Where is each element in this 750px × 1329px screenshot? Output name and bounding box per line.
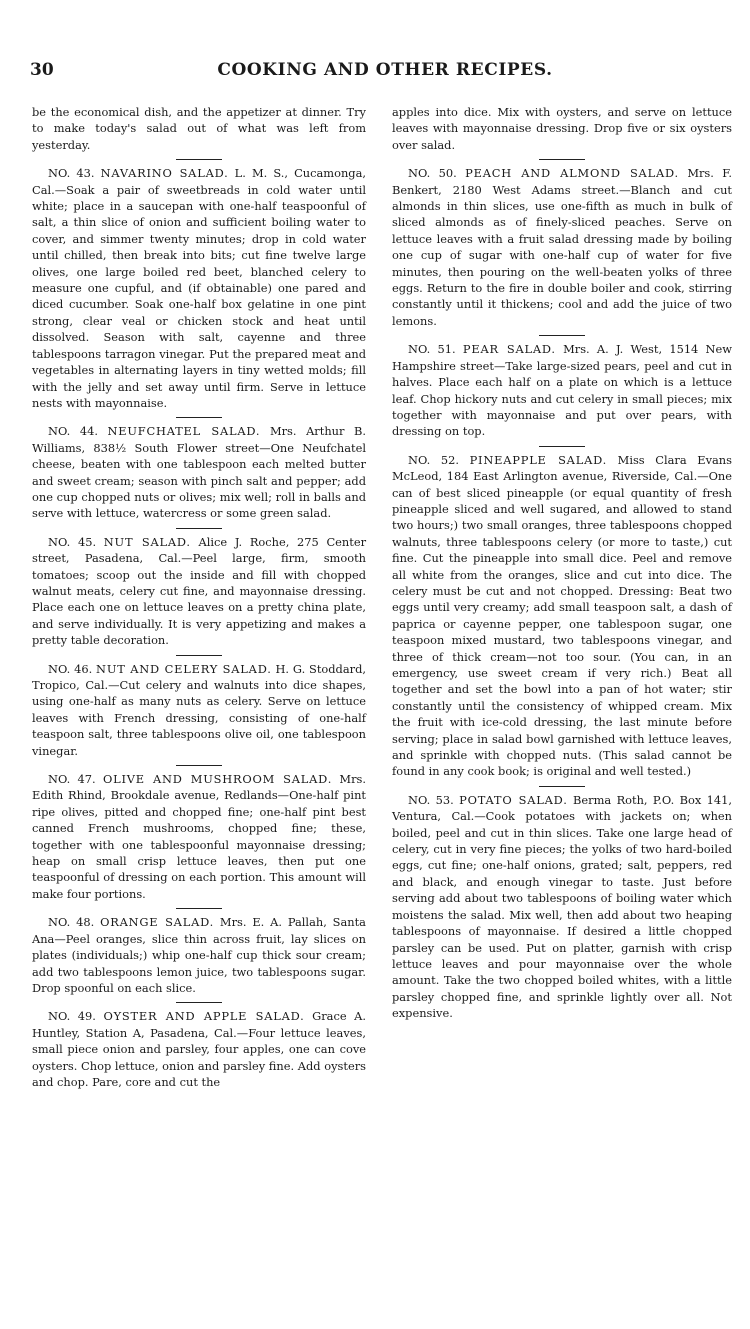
continued-text [32,104,366,153]
recipe-46 [32,661,366,759]
recipe-50 [392,165,732,329]
recipe-53 [392,792,732,1022]
running-title: COOKING AND OTHER RECIPES. [217,60,553,80]
recipe-text: Mrs. E. A. Pallah, Santa Ana—Peel oranges, slice thin across fruit, lay slices on plates (individuals;) whip one-half cup thick sour cream; add two tablespoons lemon juice, two tablespoons sugar. Drop spoonful on each slice. [32,915,366,995]
recipe-title: OYSTER AND APPLE SALAD. [103,1009,305,1024]
recipe-text: Grace A. Huntley, Station A, Pasadena, Cal.—Four lettuce leaves, small piece onion and parsley, four apples, one can cove oysters. Chop lettuce, onion and parsley fine. Add oysters and chop. Pare, core and cut the [32,1009,366,1089]
page-header [30,60,740,86]
section-divider [539,446,585,447]
recipe-52 [392,452,732,780]
recipe-text: H. G. Stoddard, Tropico, Cal.—Cut celery and walnuts into dice shapes, using one-half as many nuts as celery. Serve on lettuce leaves with French dressing, consisting of one-half teaspoon salt, three tablespoons olive oil, one tablespoon vinegar. [32,661,366,758]
recipe-title: NAVARINO SALAD. [100,166,229,181]
recipe-number: NO. 43. [48,166,95,181]
recipe-43 [32,165,366,411]
recipe-title: NUT AND CELERY SALAD. [96,661,272,676]
recipe-text: Mrs. Arthur B. Williams, 838½ South Flower street—One Neufchatel cheese, beaten with one tablespoon each melted butter and sweet cream; season with pinch salt and pepper; add one cup chopped nuts or olives; mix well; roll in balls and serve with lettuce, watercress or some green salad. [32,424,366,521]
recipe-text: be the economical dish, and the appetizer at dinner. Try to make today's salad out of what was left from yesterday. [32,105,366,152]
recipe-title: OLIVE AND MUSHROOM SALAD. [102,772,333,787]
recipe-text: Mrs. Edith Rhind, Brookdale avenue, Redlands—One-half pint ripe olives, pitted and chopped fine; one-half pint best canned French mushrooms, chopped fine; these, together with one tablespoonful mayonnaise dressing; heap on small crisp lettuce leaves, then put one teaspoonful of dressing on each portion. This amount will make four portions. [32,772,366,901]
section-divider [539,786,585,787]
recipe-45 [32,534,366,649]
section-divider [176,908,222,909]
section-divider [539,159,585,160]
recipe-title: POTATO SALAD. [459,792,568,807]
recipe-text: Mrs. F. Benkert, 2180 West Adams street.—Blanch and cut almonds in thin slices, use one-fifth as much in bulk of sliced almonds as of finely-sliced peaches. Serve on lettuce leaves with a fruit salad dressing made by boiling one cup of sugar with one-half cup of water for five minutes, then pouring on the well-beaten yolks of three eggs. Return to the fire in double boiler and cook, stirring constantly until it thickens; cool and add the juice of two lemons. [392,166,733,328]
recipe-title: PINEAPPLE SALAD. [469,452,608,467]
recipe-44 [32,423,366,521]
recipe-number: NO. 49. [48,1009,96,1024]
recipe-number: NO. 48. [48,915,95,930]
recipe-number: NO. 46. [48,661,93,676]
recipe-number: NO. 51. [408,342,456,357]
section-divider [539,335,585,336]
recipe-number: NO. 53. [408,792,454,807]
left-column [32,104,366,1096]
recipe-text: apples into dice. Mix with oysters, and serve on lettuce leaves with mayonnaise dressing. Drop five or six oysters over salad. [392,105,732,152]
recipe-text: Mrs. A. J. West, 1514 New Hampshire street—Take large-sized pears, peel and cut in halves. Place each half on a plate on which is a lettuce leaf. Chop hickory nuts and cut celery in small pieces; mix together with mayonnaise and put over pears, with dressing on top. [392,342,733,439]
section-divider [176,528,222,529]
recipe-text: Berma Roth, P.O. Box 141, Ventura, Cal.—Cook potatoes with jackets on; when boiled, peel and cut in thin slices. Take one large head of celery, cut in very fine pieces; the yolks of two hard-boiled eggs, cut fine; one-half onions, grated; salt, peppers, red and black, and enough vinegar to taste. Just before serving add about two tablespoons of boiling water which moistens the salad. Mix well, then add about two heaping tablespoons of mayonnaise. If desired a little chopped parsley can be used. Put on platter, garnish with crisp lettuce leaves and pour mayonnaise over the whole amount. Take the two chopped boiled whites, with a little parsley chopped fine, and sprinkle lightly over all. Not expensive. [392,792,732,1021]
recipe-title: ORANGE SALAD. [100,915,215,930]
continued-text [392,104,732,153]
recipe-48 [32,914,366,996]
recipe-number: NO. 50. [408,166,457,181]
recipe-text: L. M. S., Cucamonga, Cal.—Soak a pair of sweetbreads in cold water until white; place in a saucepan with one-half teaspoonful of salt, a thin slice of onion and sufficient boiling water to cover, and simmer twenty minutes; drop in cold water until chilled, then break into bits; cut fine twelve large olives, one large boiled red beet, blanched celery to measure one cupful, and (if obtainable) one pared and diced cucumber. Soak one-half box gelatine in one pint strong, clear veal or chicken stock and heat until dissolved. Season with salt, cayenne and three tablespoons tarragon vinegar. Put the prepared meat and vegetables in alternating layers in tiny wetted molds; fill with the jelly and set away until firm. Serve in lettuce nests with mayonnaise. [32,166,366,410]
recipe-number: NO. 47. [48,772,96,787]
recipe-number: NO. 44. [48,424,98,439]
recipe-text: Miss Clara Evans McLeod, 184 East Arlington avenue, Riverside, Cal.—One can of best sliced pineapple (or equal quantity of fresh pineapple sliced and well sugared, and allowed to stand two hours;) two small oranges, three tablespoons chopped walnuts, three tablespoons celery (or more to taste,) cut fine. Cut the pineapple into small dice. Peel and remove all white from the oranges, slice and cut into dice. The celery must be cut and not chopped. Dressing: Beat two eggs until very creamy; add small teaspoon salt, a dash of paprica or cayenne pepper, one tablespoon sugar, one teaspoon mixed mustard, two tablespoons vinegar, and three of thick cream—not too sour. (You can, in an emergency, use sweet cream if very rich.) Beat all together and set the bowl into a pan of hot water; stir constantly until the consistency of whipped cream. Mix the fruit with ice-cold dressing, the last minute before serving; place in salad bowl garnished with lettuce leaves, and sprinkle with chopped nuts. (This salad cannot be found in any cook book; is original and well tested.) [392,452,732,779]
section-divider [176,159,222,160]
right-column [392,104,732,1028]
page-number: 30 [30,60,54,80]
section-divider [176,765,222,766]
recipe-47 [32,771,366,902]
recipe-51 [392,341,732,439]
recipe-number: NO. 45. [48,534,97,549]
recipe-title: NUT SALAD. [103,534,191,549]
recipe-title: NEUFCHATEL SALAD. [107,424,261,439]
section-divider [176,655,222,656]
recipe-49 [32,1008,366,1090]
recipe-title: PEAR SALAD. [462,342,556,357]
recipe-number: NO. 52. [408,452,459,467]
recipe-title: PEACH AND ALMOND SALAD. [465,166,679,181]
recipe-text: Alice J. Roche, 275 Center street, Pasadena, Cal.—Peel large, firm, smooth tomatoes; scoop out the inside and fill with chopped walnut meats, celery cut fine, and mayonnaise dressing. Place each one on lettuce leaves on a pretty china plate, and serve individually. It is very appetizing and makes a pretty table decoration. [32,534,367,648]
section-divider [176,1002,222,1003]
section-divider [176,417,222,418]
